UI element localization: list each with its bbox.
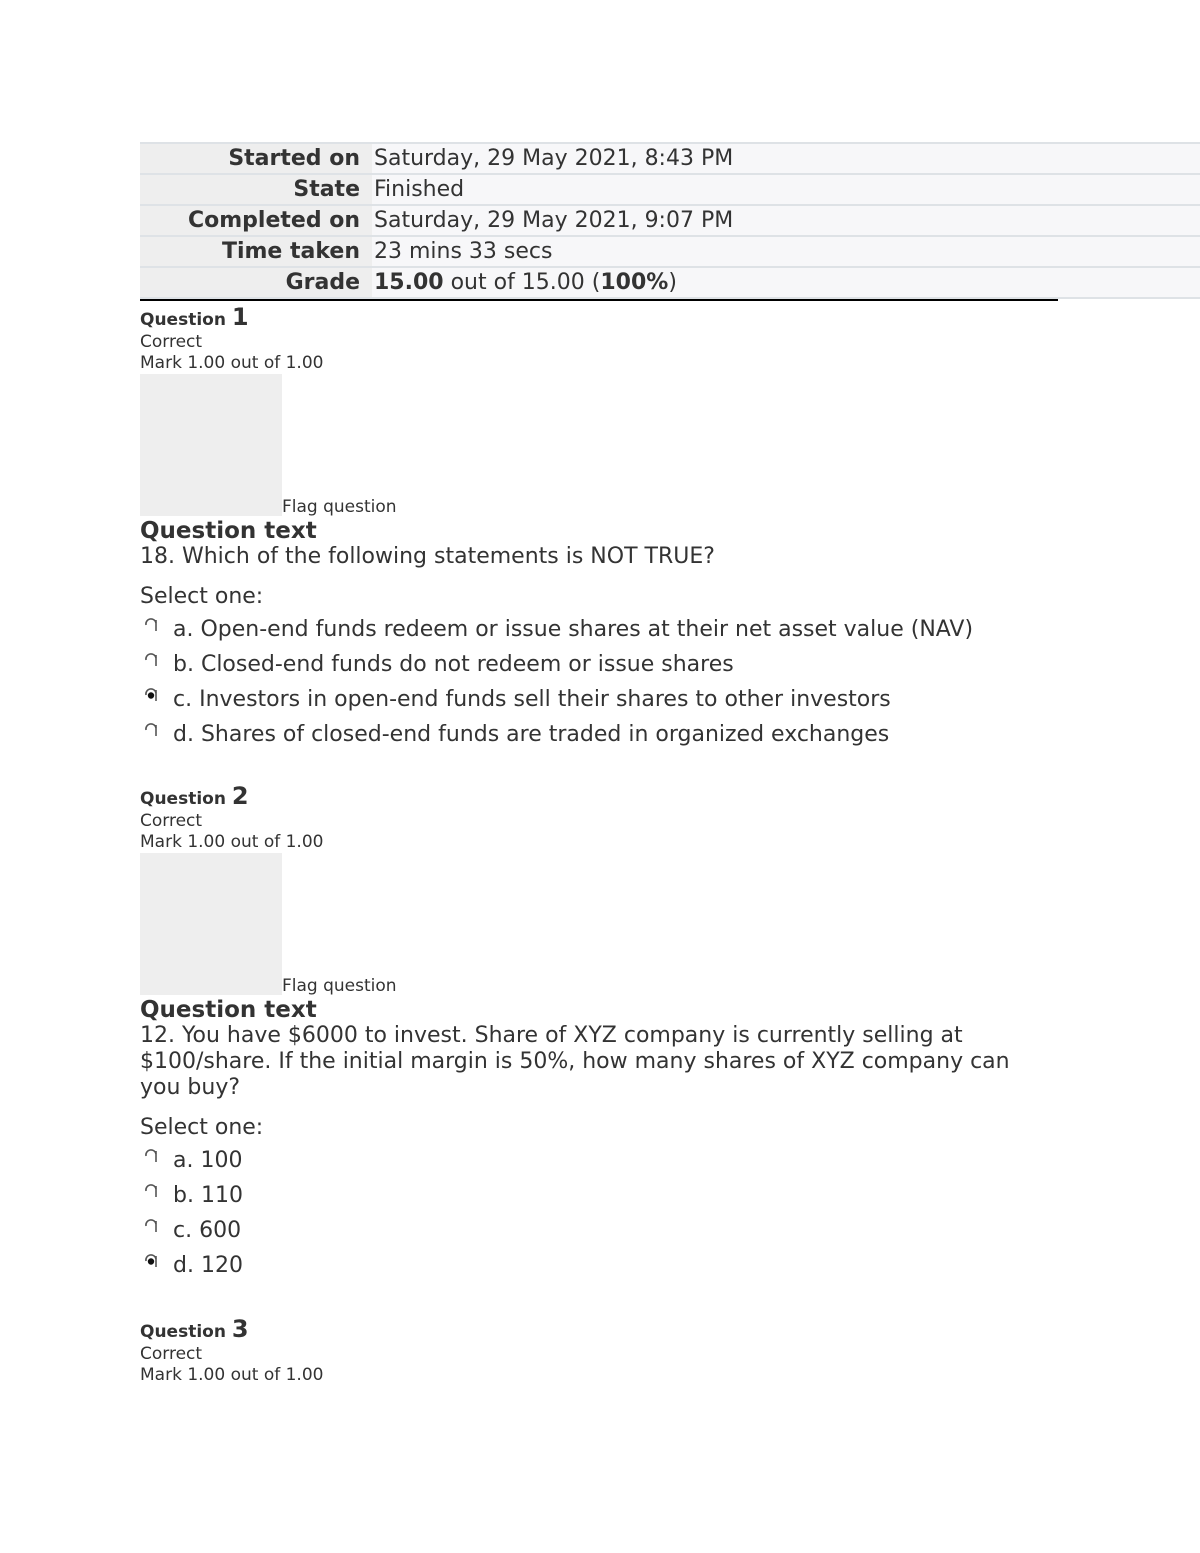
answer-list xyxy=(140,1143,1200,1283)
question-text-heading: Question text xyxy=(140,997,317,1023)
summary-value: Finished xyxy=(372,174,1200,205)
answer-label[interactable]: d. 120 xyxy=(173,1253,243,1278)
summary-row-started xyxy=(140,143,1200,174)
question-status: Correct xyxy=(140,332,203,352)
flag-question-row[interactable] xyxy=(140,374,1200,516)
radio-unchecked-icon[interactable] xyxy=(143,1217,159,1233)
question-mark: Mark 1.00 out of 1.00 xyxy=(140,353,324,373)
grade-out-of: out of 15.00 ( xyxy=(443,270,601,295)
grade-percent: 100% xyxy=(600,270,669,295)
question-heading xyxy=(140,1317,1200,1344)
answer-option[interactable] xyxy=(140,1213,1200,1248)
question-heading xyxy=(140,305,1200,332)
summary-label: Grade xyxy=(140,267,372,298)
select-one-label: Select one: xyxy=(140,1115,264,1140)
answer-option[interactable] xyxy=(140,717,1200,752)
question-number: 3 xyxy=(231,1315,249,1343)
quiz-review-page xyxy=(140,142,1200,1386)
answer-option[interactable] xyxy=(140,647,1200,682)
radio-checked-icon[interactable] xyxy=(143,686,159,702)
summary-value: 23 mins 33 secs xyxy=(372,236,1200,267)
question-mark: Mark 1.00 out of 1.00 xyxy=(140,832,324,852)
summary-row-time-taken xyxy=(140,236,1200,267)
answer-label[interactable]: b. Closed-end funds do not redeem or issue shares xyxy=(173,652,734,677)
summary-label: Started on xyxy=(140,143,372,174)
question-text: 18. Which of the following statements is NOT TRUE? xyxy=(140,544,715,569)
spacer xyxy=(140,1283,1200,1313)
answer-option-selected[interactable] xyxy=(140,682,1200,717)
summary-value: Saturday, 29 May 2021, 9:07 PM xyxy=(372,205,1200,236)
answer-label[interactable]: a. Open-end funds redeem or issue shares at their net asset value (NAV) xyxy=(173,617,974,642)
question-prefix: Question xyxy=(140,1322,226,1342)
question-block-1 xyxy=(140,305,1200,752)
radio-checked-icon[interactable] xyxy=(143,1252,159,1268)
radio-unchecked-icon[interactable] xyxy=(143,616,159,632)
question-block-3 xyxy=(140,1317,1200,1386)
question-mark: Mark 1.00 out of 1.00 xyxy=(140,1365,324,1385)
spacer xyxy=(140,752,1200,780)
select-one-label: Select one: xyxy=(140,584,264,609)
answer-label[interactable]: d. Shares of closed-end funds are traded in organized exchanges xyxy=(173,722,890,747)
summary-row-completed xyxy=(140,205,1200,236)
answer-list xyxy=(140,612,1200,752)
flag-question-label[interactable]: Flag question xyxy=(282,976,397,996)
answer-label[interactable]: a. 100 xyxy=(173,1148,243,1173)
question-heading xyxy=(140,784,1200,811)
flag-question-row[interactable] xyxy=(140,853,1200,995)
question-number: 2 xyxy=(231,782,249,810)
radio-unchecked-icon[interactable] xyxy=(143,1182,159,1198)
flag-icon[interactable] xyxy=(140,853,282,995)
radio-unchecked-icon[interactable] xyxy=(143,1147,159,1163)
radio-unchecked-icon[interactable] xyxy=(143,651,159,667)
grade-value xyxy=(372,267,1200,298)
flag-question-label[interactable]: Flag question xyxy=(282,497,397,517)
summary-row-grade xyxy=(140,267,1200,298)
radio-unchecked-icon[interactable] xyxy=(143,721,159,737)
answer-option[interactable] xyxy=(140,1143,1200,1178)
summary-divider xyxy=(140,299,1058,301)
answer-option[interactable] xyxy=(140,612,1200,647)
answer-label[interactable]: c. 600 xyxy=(173,1218,242,1243)
question-block-2 xyxy=(140,784,1200,1283)
summary-value: Saturday, 29 May 2021, 8:43 PM xyxy=(372,143,1200,174)
question-number: 1 xyxy=(231,303,249,331)
answer-option[interactable] xyxy=(140,1178,1200,1213)
question-prefix: Question xyxy=(140,310,226,330)
question-text: 12. You have $6000 to invest. Share of XYZ company is currently selling at $100/share. If the initial margin is 50%, how many shares of XYZ company can you buy? xyxy=(140,1023,1010,1100)
answer-label[interactable]: c. Investors in open-end funds sell their shares to other investors xyxy=(173,687,891,712)
attempt-summary-table xyxy=(140,142,1200,299)
flag-icon[interactable] xyxy=(140,374,282,516)
question-status: Correct xyxy=(140,811,203,831)
summary-label: State xyxy=(140,174,372,205)
summary-label: Time taken xyxy=(140,236,372,267)
summary-label: Completed on xyxy=(140,205,372,236)
question-text-heading: Question text xyxy=(140,518,317,544)
question-status: Correct xyxy=(140,1344,203,1364)
grade-score: 15.00 xyxy=(374,270,444,295)
grade-close: ) xyxy=(668,270,677,295)
summary-row-state xyxy=(140,174,1200,205)
question-prefix: Question xyxy=(140,789,226,809)
answer-label[interactable]: b. 110 xyxy=(173,1183,243,1208)
answer-option-selected[interactable] xyxy=(140,1248,1200,1283)
